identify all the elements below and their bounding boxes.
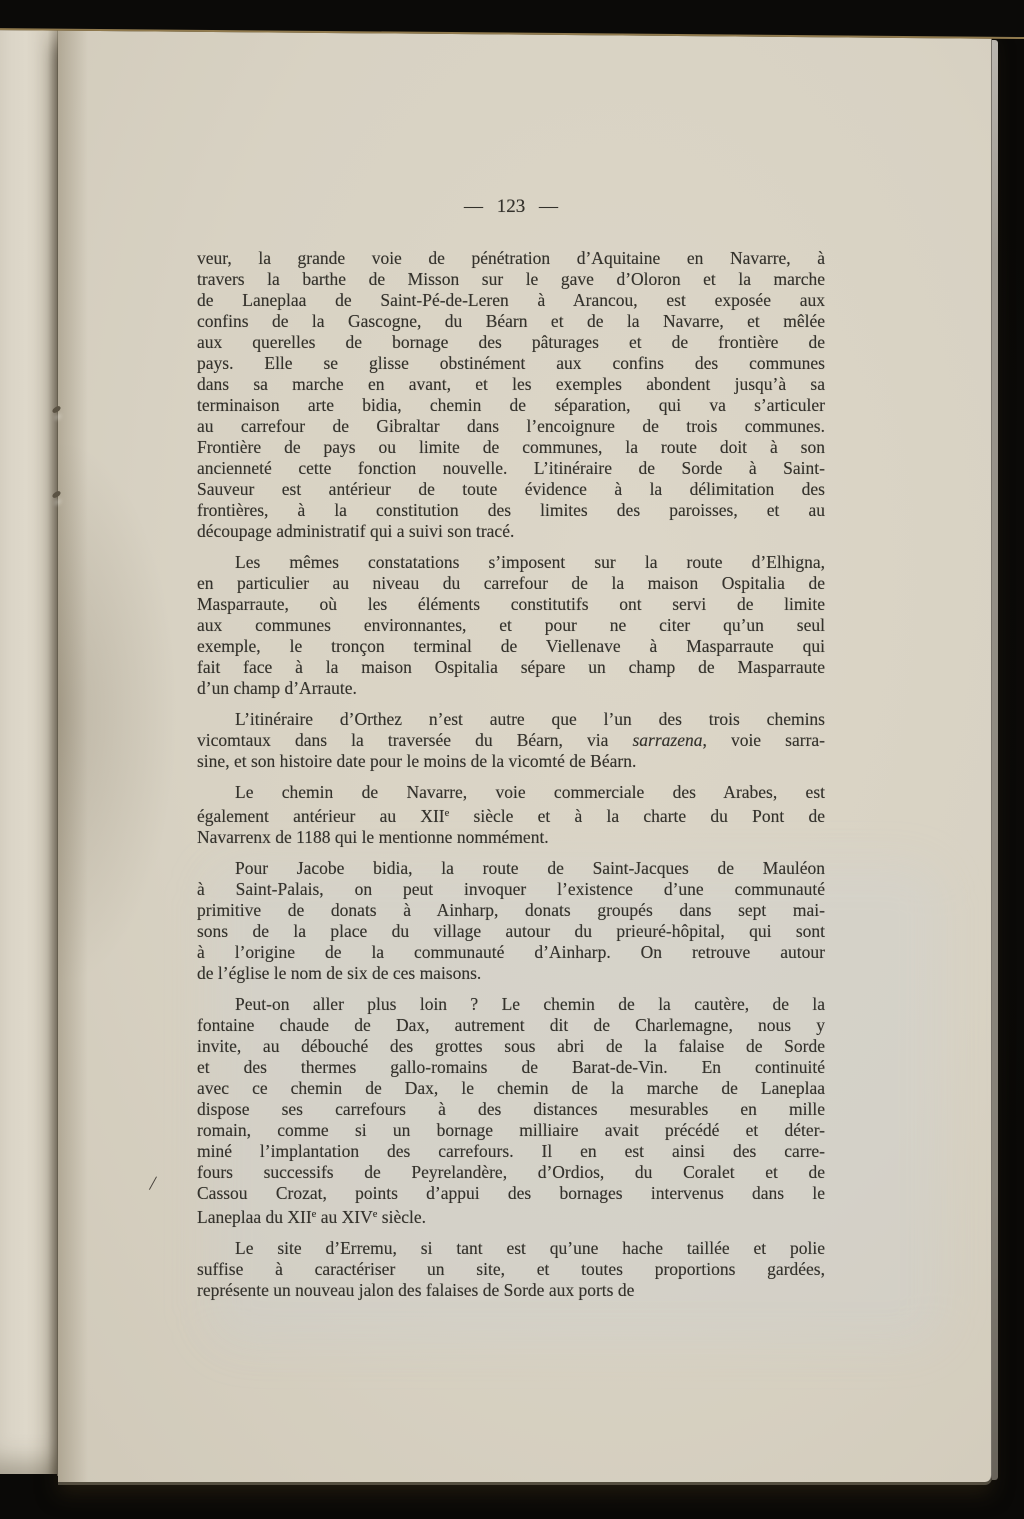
- facing-page-edge: [0, 28, 58, 1474]
- text-line: à Saint-Palais, on peut invoquer l’existence d’une communauté: [197, 879, 825, 899]
- text-line: de Laneplaa de Saint-Pé-de-Leren à Arancou, est exposée aux: [197, 290, 825, 310]
- text-line: représente un nouveau jalon des falaises de Sorde aux ports de: [197, 1280, 635, 1300]
- paragraph: [197, 552, 825, 699]
- superscript: e: [444, 808, 450, 819]
- text-line: au carrefour de Gibraltar dans l’encoignure de trois communes.: [197, 416, 825, 436]
- text-line: fontaine chaude de Dax, autrement dit de Charlemagne, nous y: [197, 1015, 825, 1035]
- text-line: confins de la Gascogne, du Béarn et de la Navarre, et mêlée: [197, 311, 825, 331]
- text-line: fours successifs de Peyrelandère, d’Ordios, du Coralet et de: [197, 1162, 825, 1182]
- text-line: pays. Elle se glisse obstinément aux confins des communes: [197, 353, 825, 373]
- text-line: Masparraute, où les éléments constitutifs ont servi de limite: [197, 594, 825, 614]
- text-line: [197, 730, 825, 751]
- text-line: à l’origine de la communauté d’Ainharp. On retrouve autour: [197, 942, 825, 962]
- paragraph: [197, 858, 825, 984]
- text-fragment: Laneplaa du XII: [197, 1207, 312, 1227]
- italic-term: sarrazena: [632, 730, 703, 750]
- text-fragment: siècle.: [377, 1207, 426, 1227]
- text-line: miné l’implantation des carrefours. Il en est ainsi des carre-: [197, 1141, 825, 1161]
- paragraph: [197, 994, 825, 1228]
- text-line: dispose ses carrefours à des distances mesurables en mille: [197, 1099, 825, 1119]
- text-line: suffise à caractériser un site, et toutes proportions gardées,: [197, 1259, 825, 1279]
- text-fragment: , voie sarra-: [702, 730, 825, 750]
- text-line: dans sa marche en avant, et les exemples abondent jusqu’à sa: [197, 374, 825, 394]
- text-line: [197, 803, 825, 827]
- text-line: avec ce chemin de Dax, le chemin de la marche de Laneplaa: [197, 1078, 825, 1098]
- page-number: — 123 —: [464, 196, 558, 217]
- text-line: Sauveur est antérieur de toute évidence à la délimitation des: [197, 479, 825, 499]
- page-stack-edge: [992, 40, 998, 1480]
- text-line: Navarrenx de 1188 qui le mentionne nommément.: [197, 827, 549, 847]
- text-line: L’itinéraire d’Orthez n’est autre que l’un des trois chemins: [235, 709, 825, 729]
- paragraph: [197, 709, 825, 772]
- paragraph: [197, 248, 825, 542]
- book-page: [58, 30, 992, 1482]
- text-line: ancienneté cette fonction nouvelle. L’itinéraire de Sorde à Saint-: [197, 458, 825, 478]
- text-line: d’un champ d’Arraute.: [197, 678, 357, 698]
- text-fragment: au XIV: [316, 1207, 373, 1227]
- text-line: travers la barthe de Misson sur le gave d’Oloron et la marche: [197, 269, 825, 289]
- text-line: en particulier au niveau du carrefour de la maison Ospitalia de: [197, 573, 825, 593]
- text-line: aux communes environnantes, et pour ne citer qu’un seul: [197, 615, 825, 635]
- text-line: sine, et son histoire date pour le moins de la vicomté de Béarn.: [197, 751, 637, 771]
- text-line: fait face à la maison Ospitalia sépare un champ de Masparraute: [197, 657, 825, 677]
- text-line: Le chemin de Navarre, voie commerciale des Arabes, est: [235, 782, 825, 802]
- text-line: exemple, le tronçon terminal de Viellenave à Masparraute qui: [197, 636, 825, 656]
- text-line: de l’église le nom de six de ces maisons.: [197, 963, 482, 983]
- text-fragment: vicomtaux dans la traversée du Béarn, via: [197, 730, 633, 750]
- text-line: aux querelles de bornage des pâturages et de frontière de: [197, 332, 825, 352]
- paragraph: [197, 782, 825, 848]
- text-line: frontières, à la constitution des limites des paroisses, et au: [197, 500, 825, 520]
- text-line: romain, comme si un bornage milliaire avait précédé et déter-: [197, 1120, 825, 1140]
- text-line: Le site d’Erremu, si tant est qu’une hache taillée et polie: [235, 1238, 825, 1258]
- superscript: e: [372, 1209, 378, 1220]
- handwritten-mark: /: [148, 1170, 158, 1196]
- text-fragment: également antérieur au XII: [197, 806, 445, 826]
- text-line: et des thermes gallo-romains de Barat-de-Vin. En continuité: [197, 1057, 825, 1077]
- text-line: découpage administratif qui a suivi son tracé.: [197, 521, 515, 541]
- paragraph: [197, 1238, 825, 1301]
- text-line: [197, 1204, 825, 1228]
- text-line: Les mêmes constatations s’imposent sur la route d’Elhigna,: [235, 552, 825, 572]
- text-line: Frontière de pays ou limite de communes, la route doit à son: [197, 437, 825, 457]
- text-line: veur, la grande voie de pénétration d’Aquitaine en Navarre, à: [197, 248, 825, 268]
- superscript: e: [311, 1209, 317, 1220]
- text-line: sons de la place du village autour du prieuré-hôpital, qui sont: [197, 921, 825, 941]
- text-line: primitive de donats à Ainharp, donats groupés dans sept mai-: [197, 900, 825, 920]
- text-line: terminaison arte bidia, chemin de séparation, qui va s’articuler: [197, 395, 825, 415]
- text-line: Peut-on aller plus loin ? Le chemin de la cautère, de la: [235, 994, 825, 1014]
- text-fragment: siècle et à la charte du Pont de: [449, 806, 825, 826]
- text-line: invite, au débouché des grottes sous abri de la falaise de Sorde: [197, 1036, 825, 1056]
- text-line: Cassou Crozat, points d’appui des bornages intervenus dans le: [197, 1183, 825, 1203]
- text-line: Pour Jacobe bidia, la route de Saint-Jacques de Mauléon: [235, 858, 825, 878]
- page-text: [197, 248, 825, 1311]
